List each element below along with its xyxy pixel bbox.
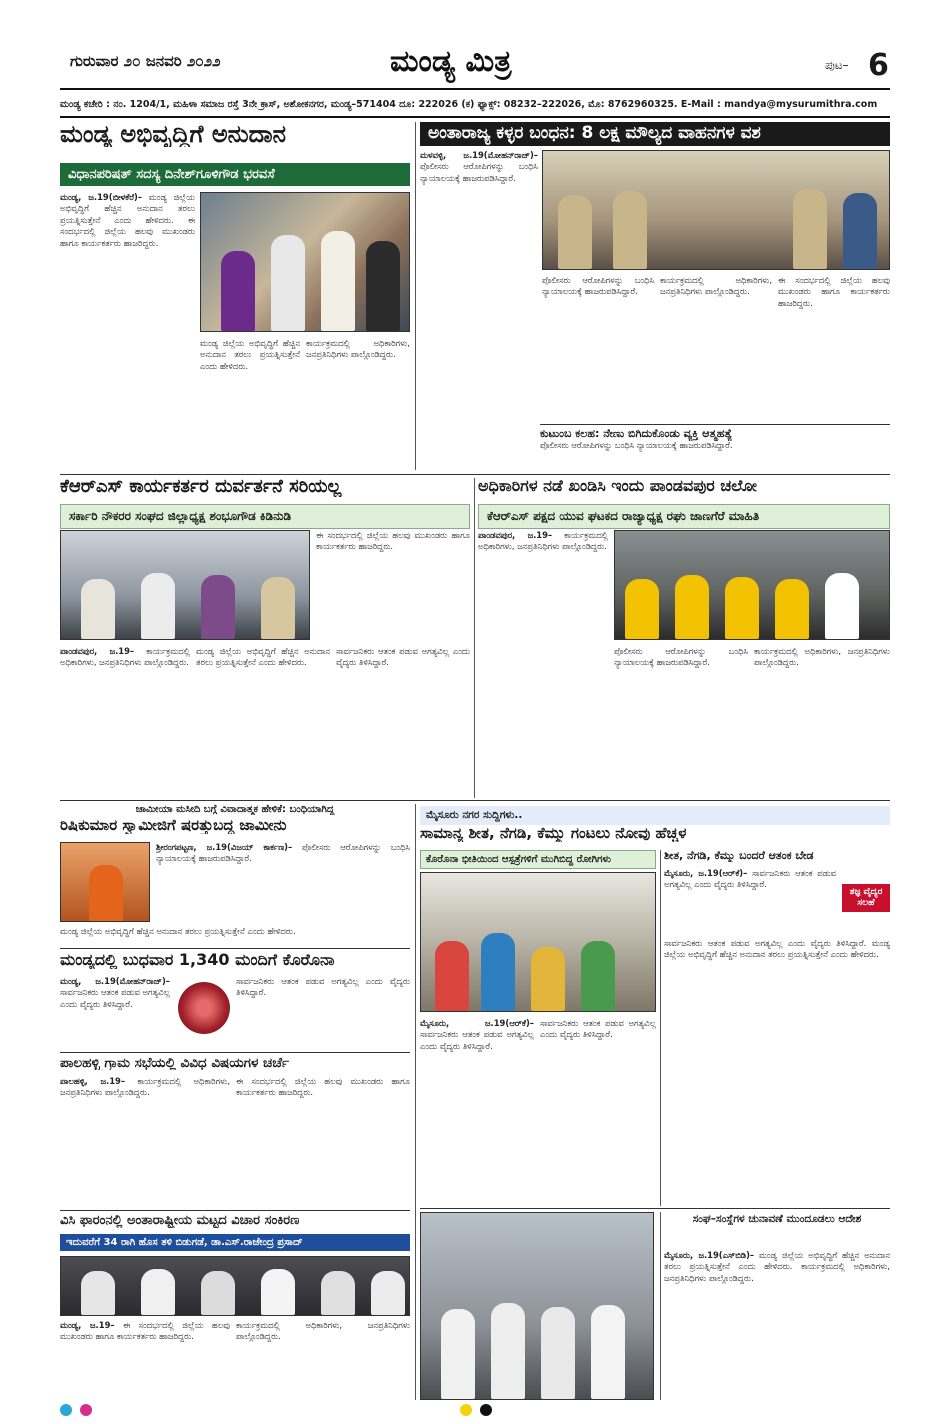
story-dateline: ಪಾಂಡವಪುರ, ಜ.19– [478, 530, 553, 540]
story-body [664, 1250, 890, 1400]
story-body [754, 646, 890, 798]
masthead-date: ಗುರುವಾರ ೨೦ ಜನವರಿ ೨೦೨೨ [70, 52, 221, 70]
story-photo [420, 1212, 654, 1400]
story-body [420, 150, 538, 420]
story-body [478, 530, 608, 798]
story-body [60, 1076, 230, 1206]
story-headline: ಕೆಆರ್‌ಎಸ್ ಕಾರ್ಯಕರ್ತರ ದುರ್ವರ್ತನೆ ಸರಿಯಲ್ಲ [60, 478, 342, 497]
story-body-text: ಈ ಸಂದರ್ಭದಲ್ಲಿ ಜಿಲ್ಲೆಯ ಹಲವು ಮುಖಂಡರು ಹಾಗೂ ಕಾರ್ಯಕರ್ತರು ಹಾಜರಿದ್ದರು. [778, 275, 890, 308]
story-body-text: ಕಾರ್ಯಕ್ರಮದಲ್ಲಿ ಅಧಿಕಾರಿಗಳು, ಜನಪ್ರತಿನಿಧಿಗಳು ಪಾಲ್ಗೊಂಡಿದ್ದರು. [236, 1320, 410, 1342]
story-body [156, 842, 410, 922]
story-body-text: ಮಂಡ್ಯ ಜಿಲ್ಲೆಯ ಅಭಿವೃದ್ಧಿಗೆ ಹೆಚ್ಚಿನ ಅನುದಾನ ತರಲು ಪ್ರಯತ್ನಿಸುತ್ತೇನೆ ಎಂದು ಹೇಳಿದರು. [200, 338, 300, 371]
registration-mark-cyan [60, 1404, 72, 1416]
office-address: ಮಂಡ್ಯ ಕಚೇರಿ : ನಂ. 1204/1, ಮಹಿಳಾ ಸಮಾಜ ರಸ್ತೆ 3ನೇ ಕ್ರಾಸ್, ಅಶೋಕನಗರ, ಮಂಡ್ಯ–571404 ದೂ: 222026 (ಕ) ಫ್ಯಾಕ್ಸ್: 08232–222026, ಮೊ: 8762960325. E-Mail : mandya@mysurumithra.com [60, 99, 878, 110]
section-rule [60, 800, 890, 801]
section-rule [60, 948, 410, 949]
story-body-text: ಪೊಲೀಸರು ಆರೋಪಿಗಳನ್ನು ಬಂಧಿಸಿ ನ್ಯಾಯಾಲಯಕ್ಕೆ ಹಾಜರುಪಡಿಸಿದ್ದಾರೆ. [614, 646, 748, 668]
story-body [420, 1018, 534, 1206]
story-body [196, 646, 330, 796]
story-strap: ವಿಧಾನಪರಿಷತ್ ಸದಸ್ಯ ದಿನೇಶ್‌ಗೂಳಿಗೌಡ ಭರವಸೆ [60, 163, 410, 186]
story-dateline: ಶ್ರೀರಂಗಪಟ್ಟಣ, ಜ.19(ವಿಜಯ್ ಕಾರ್ಕಣ)– [156, 842, 293, 852]
story-photo [60, 842, 150, 922]
story-dateline: ಮಂಡ್ಯ, ಜ.19(ಮೋಹನ್‌ರಾಜ್)– [60, 976, 170, 986]
column-rule [415, 122, 416, 470]
story-body-text: ಈ ಸಂದರ್ಭದಲ್ಲಿ ಜಿಲ್ಲೆಯ ಹಲವು ಮುಖಂಡರು ಹಾಗೂ ಕಾರ್ಯಕರ್ತರು ಹಾಜರಿದ್ದರು. [60, 1320, 230, 1342]
story-body-text: ಕಾರ್ಯಕ್ರಮದಲ್ಲಿ ಅಧಿಕಾರಿಗಳು, ಜನಪ್ರತಿನಿಧಿಗಳು ಪಾಲ್ಗೊಂಡಿದ್ದರು. [754, 646, 890, 668]
story-body [236, 1320, 410, 1400]
story-body [60, 976, 170, 1050]
story-dateline: ಮೈಸೂರು, ಜ.19(ಆರ್‌ಕೆ)– [420, 1018, 534, 1028]
sub-headline: ಕುಟುಂಬ ಕಲಹ: ನೇಣು ಬಿಗಿದುಕೊಂಡು ವ್ಯಕ್ತಿ ಆತ್ಮಹತ್ಯೆ [540, 424, 890, 441]
story-headline: ವಿಸಿ ಫಾರಂನಲ್ಲಿ ಅಂತಾರಾಷ್ಟ್ರೀಯ ಮಟ್ಟದ ವಿಚಾರ ಸಂಕಿರಣ [60, 1214, 300, 1228]
story-photo [614, 530, 890, 640]
story-body-text: ಕಾರ್ಯಕ್ರಮದಲ್ಲಿ ಅಧಿಕಾರಿಗಳು, ಜನಪ್ರತಿನಿಧಿಗಳು ಪಾಲ್ಗೊಂಡಿದ್ದರು. [478, 530, 608, 552]
story-body-text: ಪೊಲೀಸರು ಆರೋಪಿಗಳನ್ನು ಬಂಧಿಸಿ ನ್ಯಾಯಾಲಯಕ್ಕೆ ಹಾಜರುಪಡಿಸಿದ್ದಾರೆ. [420, 161, 538, 183]
story-body [60, 192, 195, 470]
story-photo [420, 872, 656, 1012]
column-rule [415, 804, 416, 1400]
story-body-text: ಸಾರ್ವಜನಿಕರು ಆತಂಕ ಪಡುವ ಅಗತ್ಯವಿಲ್ಲ ಎಂದು ವೈದ್ಯರು ತಿಳಿಸಿದ್ದಾರೆ. [664, 868, 836, 890]
story-headline: ಶೀತ, ನೆಗಡಿ, ಕೆಮ್ಮು ಬಂದರೆ ಆತಂಕ ಬೇಡ [664, 850, 814, 862]
story-body-text: ಕಾರ್ಯಕ್ರಮದಲ್ಲಿ ಅಧಿಕಾರಿಗಳು, ಜನಪ್ರತಿನಿಧಿಗಳು ಪಾಲ್ಗೊಂಡಿದ್ದರು. [664, 1261, 890, 1283]
story-headline: ಮಂಡ್ಯ ಅಭಿವೃದ್ಧಿಗೆ ಅನುದಾನ [60, 122, 286, 148]
story-dateline: ಪಾಂಡವಪುರ, ಜ.19– [60, 646, 135, 656]
section-rule [420, 1208, 890, 1209]
story-body-text: ಕಾರ್ಯಕ್ರಮದಲ್ಲಿ ಅಧಿಕಾರಿಗಳು, ಜನಪ್ರತಿನಿಧಿಗಳು ಪಾಲ್ಗೊಂಡಿದ್ದರು. [660, 275, 772, 297]
story-headline: ಅಂತಾರಾಜ್ಯ ಕಳ್ಳರ ಬಂಧನ: 8 ಲಕ್ಷ ಮೌಲ್ಯದ ವಾಹನಗಳ ವಶ [420, 122, 890, 146]
story-headline: ಪಾಲಹಳ್ಳಿ ಗ್ರಾಮ ಸಭೆಯಲ್ಲಿ ವಿವಿಧ ವಿಷಯಗಳ ಚರ್ಚೆ [60, 1056, 289, 1071]
story-body-text: ಕಾರ್ಯಕ್ರಮದಲ್ಲಿ ಅಧಿಕಾರಿಗಳು, ಜನಪ್ರತಿನಿಧಿಗಳು ಪಾಲ್ಗೊಂಡಿದ್ದರು. [60, 1076, 230, 1098]
story-body [236, 1076, 410, 1206]
story-headline: ಸಾಮಾನ್ಯ ಶೀತ, ನೆಗಡಿ, ಕೆಮ್ಮು ಗಂಟಲು ನೋವು ಹೆಚ್ಚಳ [420, 826, 687, 842]
story-body [614, 646, 748, 798]
column-rule [660, 850, 661, 1206]
story-photo [200, 192, 410, 332]
page-label: ಪುಟ– [825, 58, 849, 72]
story-body-text: ಮಂಡ್ಯ ಜಿಲ್ಲೆಯ ಅಭಿವೃದ್ಧಿಗೆ ಹೆಚ್ಚಿನ ಅನುದಾನ ತರಲು ಪ್ರಯತ್ನಿಸುತ್ತೇನೆ ಎಂದು ಹೇಳಿದರು. [60, 926, 296, 936]
story-body-text: ಸಾರ್ವಜನಿಕರು ಆತಂಕ ಪಡುವ ಅಗತ್ಯವಿಲ್ಲ ಎಂದು ವೈದ್ಯರು ತಿಳಿಸಿದ್ದಾರೆ. [664, 938, 867, 948]
story-body-text: ಈ ಸಂದರ್ಭದಲ್ಲಿ ಜಿಲ್ಲೆಯ ಹಲವು ಮುಖಂಡರು ಹಾಗೂ ಕಾರ್ಯಕರ್ತರು ಹಾಜರಿದ್ದರು. [316, 530, 470, 552]
story-body [660, 275, 772, 420]
story-dateline: ಮಂಡ್ಯ, ಜ.19– [60, 1320, 115, 1330]
story-headline: ರಿಷಿಕುಮಾರ ಸ್ವಾಮೀಜಿಗೆ ಷರತ್ತುಬದ್ಧ ಜಾಮೀನು [60, 818, 287, 834]
page-number: 6 [868, 48, 889, 83]
story-body-text: ಮಂಡ್ಯ ಜಿಲ್ಲೆಯ ಅಭಿವೃದ್ಧಿಗೆ ಹೆಚ್ಚಿನ ಅನುದಾನ ತರಲು ಪ್ರಯತ್ನಿಸುತ್ತೇನೆ ಎಂದು ಹೇಳಿದರು. [196, 646, 330, 668]
story-headline: ಮಂಡ್ಯದಲ್ಲಿ ಬುಧವಾರ 1,340 ಮಂದಿಗೆ ಕೊರೊನಾ [60, 952, 335, 969]
story-photo [60, 530, 310, 640]
story-body-text: ಮಂಡ್ಯ ಜಿಲ್ಲೆಯ ಅಭಿವೃದ್ಧಿಗೆ ಹೆಚ್ಚಿನ ಅನುದಾನ ತರಲು ಪ್ರಯತ್ನಿಸುತ್ತೇನೆ ಎಂದು ಹೇಳಿದರು. [664, 938, 890, 960]
registration-mark-yellow [460, 1404, 472, 1416]
story-body-text: ಸಾರ್ವಜನಿಕರು ಆತಂಕ ಪಡುವ ಅಗತ್ಯವಿಲ್ಲ ಎಂದು ವೈದ್ಯರು ತಿಳಿಸಿದ್ದಾರೆ. [420, 1029, 534, 1051]
story-body [60, 926, 410, 946]
story-body-text: ಈ ಸಂದರ್ಭದಲ್ಲಿ ಜಿಲ್ಲೆಯ ಹಲವು ಮುಖಂಡರು ಹಾಗೂ ಕಾರ್ಯಕರ್ತರು ಹಾಜರಿದ್ದರು. [60, 214, 195, 248]
coronavirus-icon [178, 982, 230, 1034]
section-rule [60, 474, 890, 475]
registration-mark-magenta [80, 1404, 92, 1416]
story-body-text: ಪೊಲೀಸರು ಆರೋಪಿಗಳನ್ನು ಬಂಧಿಸಿ ನ್ಯಾಯಾಲಯಕ್ಕೆ ಹಾಜರುಪಡಿಸಿದ್ದಾರೆ. [540, 440, 733, 450]
story-strap: ಸರ್ಕಾರಿ ನೌಕರರ ಸಂಘದ ಜಿಲ್ಲಾಧ್ಯಕ್ಷ ಶಂಭೂಗೌಡ ಕಿಡಿನುಡಿ [60, 504, 470, 529]
story-body [236, 976, 410, 1050]
story-body [540, 1018, 656, 1206]
story-strap: ಕೊರೊನಾ ಭೀತಿಯಿಂದ ಆಸ್ಪತ್ರೆಗಳಿಗೆ ಮುಗಿಬಿದ್ದ ರೋಗಿಗಳು [420, 850, 656, 869]
story-body-text: ಸಾರ್ವಜನಿಕರು ಆತಂಕ ಪಡುವ ಅಗತ್ಯವಿಲ್ಲ ಎಂದು ವೈದ್ಯರು ತಿಳಿಸಿದ್ದಾರೆ. [540, 1018, 656, 1040]
story-body-text: ಪೊಲೀಸರು ಆರೋಪಿಗಳನ್ನು ಬಂಧಿಸಿ ನ್ಯಾಯಾಲಯಕ್ಕೆ ಹಾಜರುಪಡಿಸಿದ್ದಾರೆ. [542, 275, 654, 297]
story-body-text: ಸಾರ್ವಜನಿಕರು ಆತಂಕ ಪಡುವ ಅಗತ್ಯವಿಲ್ಲ ಎಂದು ವೈದ್ಯರು ತಿಳಿಸಿದ್ದಾರೆ. [336, 646, 470, 668]
story-dateline: ಮೈಸೂರು, ಜ.19(ಆರ್‌ಕೆ)– [664, 868, 748, 878]
story-kicker: ಮೈಸೂರು ನಗರ ಸುದ್ದಿಗಳು.. [420, 806, 890, 825]
registration-mark-black [480, 1404, 492, 1416]
story-kicker: ಜಾಮೀಯಾ ಮಸೀದಿ ಬಗ್ಗೆ ವಿವಾದಾತ್ಮಕ ಹೇಳಿಕೆ: ಬಂಧಿಯಾಗಿದ್ದ [135, 804, 335, 815]
story-body [200, 338, 300, 470]
story-body [664, 868, 836, 934]
story-body-text: ಸಾರ್ವಜನಿಕರು ಆತಂಕ ಪಡುವ ಅಗತ್ಯವಿಲ್ಲ ಎಂದು ವೈದ್ಯರು ತಿಳಿಸಿದ್ದಾರೆ. [60, 987, 170, 1009]
story-body-text: ಪೊಲೀಸರು ಆರೋಪಿಗಳನ್ನು ಬಂಧಿಸಿ ನ್ಯಾಯಾಲಯಕ್ಕೆ ಹಾಜರುಪಡಿಸಿದ್ದಾರೆ. [156, 842, 410, 864]
masthead-rule [60, 88, 890, 90]
story-dateline: ಮೈಸೂರು, ಜ.19(ಎಸ್‌ಬಿಡಿ)– [664, 1250, 755, 1260]
expert-advice-badge: ತಜ್ಞ ವೈದ್ಯರ ಸಲಹೆ [842, 884, 890, 912]
newspaper-title: ಮಂಡ್ಯ ಮಿತ್ರ [390, 44, 512, 79]
story-headline: ಸಂಘ–ಸಂಸ್ಥೆಗಳ ಚುನಾವಣೆ ಮುಂದೂಡಲು ಆದೇಶ [692, 1214, 862, 1225]
section-rule [60, 1052, 410, 1053]
story-body [60, 646, 190, 796]
story-body-text: ಸಾರ್ವಜನಿಕರು ಆತಂಕ ಪಡುವ ಅಗತ್ಯವಿಲ್ಲ ಎಂದು ವೈದ್ಯರು ತಿಳಿಸಿದ್ದಾರೆ. [236, 976, 410, 998]
story-body-text: ಈ ಸಂದರ್ಭದಲ್ಲಿ ಜಿಲ್ಲೆಯ ಹಲವು ಮುಖಂಡರು ಹಾಗೂ ಕಾರ್ಯಕರ್ತರು ಹಾಜರಿದ್ದರು. [236, 1076, 410, 1098]
section-rule [60, 1210, 410, 1211]
story-dateline: ಮಳವಳ್ಳಿ, ಜ.19(ಮೋಹನ್‌ರಾಜ್)– [420, 150, 538, 160]
story-body [540, 440, 890, 470]
story-dateline: ಪಾಲಹಳ್ಳಿ, ಜ.19– [60, 1076, 126, 1086]
story-body-text: ಕಾರ್ಯಕ್ರಮದಲ್ಲಿ ಅಧಿಕಾರಿಗಳು, ಜನಪ್ರತಿನಿಧಿಗಳು ಪಾಲ್ಗೊಂಡಿದ್ದರು. [306, 338, 410, 360]
story-headline: ಅಧಿಕಾರಿಗಳ ನಡೆ ಖಂಡಿಸಿ ಇಂದು ಪಾಂಡವಪುರ ಚಲೋ [478, 478, 758, 495]
column-rule [660, 1212, 661, 1400]
story-body [60, 1320, 230, 1400]
column-rule [474, 478, 475, 798]
story-body [778, 275, 890, 420]
story-body [316, 530, 470, 640]
story-photo [60, 1256, 410, 1316]
story-strap: ಇದುವರೆಗೆ 34 ರಾಗಿ ಹೊಸ ತಳಿ ಬಿಡುಗಡೆ, ಡಾ.ಎಸ್.ರಾಜೇಂದ್ರ ಪ್ರಸಾದ್ [60, 1234, 410, 1251]
story-photo [542, 150, 890, 270]
story-body-text: ಮಂಡ್ಯ ಜಿಲ್ಲೆಯ ಅಭಿವೃದ್ಧಿಗೆ ಹೆಚ್ಚಿನ ಅನುದಾನ ತರಲು ಪ್ರಯತ್ನಿಸುತ್ತೇನೆ ಎಂದು ಹೇಳಿದರು. [664, 1250, 890, 1272]
address-rule [60, 116, 890, 118]
story-body [306, 338, 410, 470]
story-strap: ಕೆಆರ್‌ಎಸ್ ಪಕ್ಷದ ಯುವ ಘಟಕದ ರಾಜ್ಯಾಧ್ಯಕ್ಷ ರಘು ಜಾಣಗೆರೆ ಮಾಹಿತಿ [478, 504, 890, 529]
story-body [336, 646, 470, 796]
story-dateline: ಮಂಡ್ಯ, ಜ.19(ಬೀಳಕೆರೆ)– [60, 192, 143, 202]
story-body [542, 275, 654, 420]
story-body-text: ಮಂಡ್ಯ ಜಿಲ್ಲೆಯ ಅಭಿವೃದ್ಧಿಗೆ ಹೆಚ್ಚಿನ ಅನುದಾನ ತರಲು ಪ್ರಯತ್ನಿಸುತ್ತೇನೆ ಎಂದು ಹೇಳಿದರು. [60, 192, 195, 225]
story-body [664, 938, 890, 1206]
story-body-text: ಕಾರ್ಯಕ್ರಮದಲ್ಲಿ ಅಧಿಕಾರಿಗಳು, ಜನಪ್ರತಿನಿಧಿಗಳು ಪಾಲ್ಗೊಂಡಿದ್ದರು. [60, 646, 190, 668]
